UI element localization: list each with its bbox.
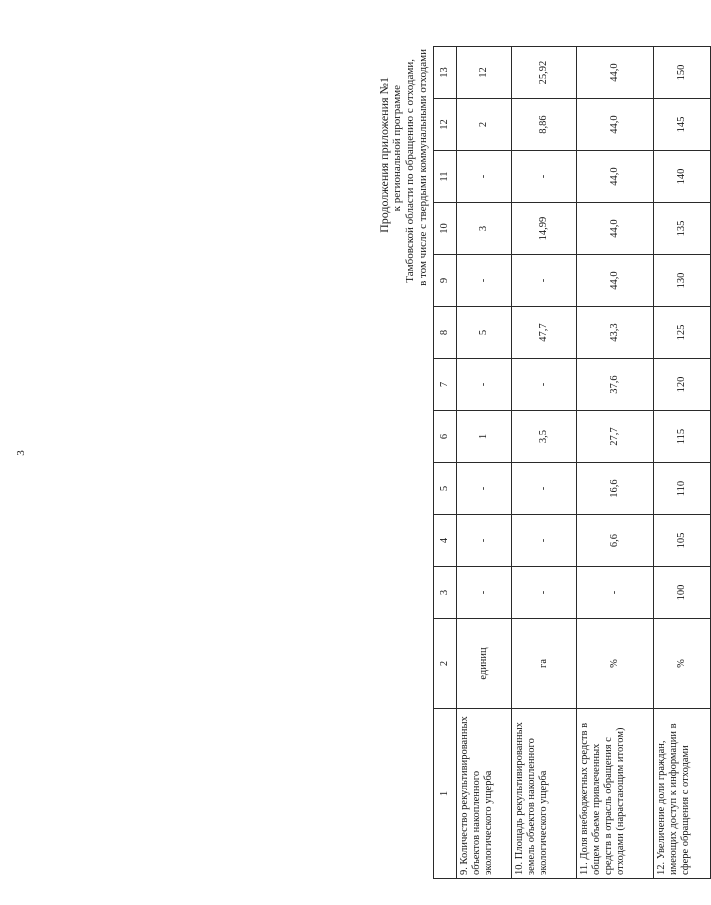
indicator-value-cell: 145 [654,99,711,151]
indicator-value-cell: 3,5 [512,411,577,463]
indicator-value-cell: 44,0 [577,151,654,203]
column-number-cell: 10 [434,203,457,255]
indicator-value-cell: - [512,567,577,619]
table-row [577,47,654,879]
indicator-value-cell: - [457,359,512,411]
header-appendix-title: Продолжения приложения №1 [377,77,391,233]
indicator-value-cell: 6,6 [577,515,654,567]
table-row [457,47,512,879]
indicator-value-cell: 130 [654,255,711,307]
indicator-value-cell: 110 [654,463,711,515]
indicator-value-cell: 5 [457,307,512,359]
indicator-value-cell: - [512,255,577,307]
header-program-line: к региональной программе [391,85,403,212]
indicator-value-cell: 44,0 [577,203,654,255]
indicator-value-cell: - [457,463,512,515]
indicator-value-cell: 25,92 [512,47,577,99]
page-number: 3 [14,450,27,456]
indicator-value-cell: 150 [654,47,711,99]
indicator-label: 10. Площадь рекультивированных земель объектов накопленного экологического ущерба [512,709,577,879]
column-number-cell: 11 [434,151,457,203]
indicator-value-cell: 8,86 [512,99,577,151]
indicator-value-cell: 100 [654,567,711,619]
indicator-value-cell: 1 [457,411,512,463]
indicator-value-cell: 140 [654,151,711,203]
indicator-value-cell: - [577,567,654,619]
indicator-value-cell: 44,0 [577,47,654,99]
indicator-label: 11. Доля внебюджетных средств в общем объеме привлеченных средств в отрасль обращения с отходами (нарастающим итогом) [577,709,654,879]
indicator-value-cell: 2 [457,99,512,151]
indicator-value-cell: 105 [654,515,711,567]
indicator-value-cell: - [512,463,577,515]
indicator-label: 9. Количество рекультивированных объектов накопленного экологического ущерба [457,709,512,879]
indicator-value-cell: 37,6 [577,359,654,411]
indicator-value-cell: - [457,515,512,567]
indicator-value-cell: 43,3 [577,307,654,359]
indicator-unit: единиц [457,619,512,709]
indicator-value-cell: 44,0 [577,99,654,151]
indicator-label: 12. Увеличение доли граждан, имеющих доступ к информации в сфере обращения с отходами [654,709,711,879]
indicator-value-cell: 135 [654,203,711,255]
table-row [654,47,711,879]
indicator-value-cell: 44,0 [577,255,654,307]
indicators-table [433,46,711,879]
column-number-cell: 2 [434,619,457,709]
rotated-document [377,49,691,879]
indicator-value-cell: 125 [654,307,711,359]
header-region-line: Тамбовской области по обращению с отходами, [404,59,416,283]
column-number-row [434,47,457,879]
indicator-unit: % [654,619,711,709]
indicator-value-cell: - [457,151,512,203]
indicator-value-cell: - [512,359,577,411]
indicator-value-cell: - [457,255,512,307]
indicator-unit: га [512,619,577,709]
column-number-cell: 13 [434,47,457,99]
indicator-value-cell: 16,6 [577,463,654,515]
indicator-value-cell: - [512,515,577,567]
document-header [377,49,430,879]
column-number-cell: 6 [434,411,457,463]
indicator-value-cell: 3 [457,203,512,255]
indicator-value-cell: - [457,567,512,619]
column-number-cell: 1 [434,709,457,879]
indicator-value-cell: - [512,151,577,203]
column-number-cell: 4 [434,515,457,567]
indicator-value-cell: 115 [654,411,711,463]
table-row [512,47,577,879]
header-waste-line: в том числе с твердыми коммунальными отходами [417,49,429,286]
indicator-value-cell: 120 [654,359,711,411]
table-body [434,47,711,879]
indicator-value-cell: 12 [457,47,512,99]
column-number-cell: 7 [434,359,457,411]
column-number-cell: 3 [434,567,457,619]
indicator-value-cell: 27,7 [577,411,654,463]
indicator-unit: % [577,619,654,709]
indicator-value-cell: 14,99 [512,203,577,255]
column-number-cell: 8 [434,307,457,359]
column-number-cell: 12 [434,99,457,151]
column-number-cell: 9 [434,255,457,307]
column-number-cell: 5 [434,463,457,515]
indicator-value-cell: 47,7 [512,307,577,359]
